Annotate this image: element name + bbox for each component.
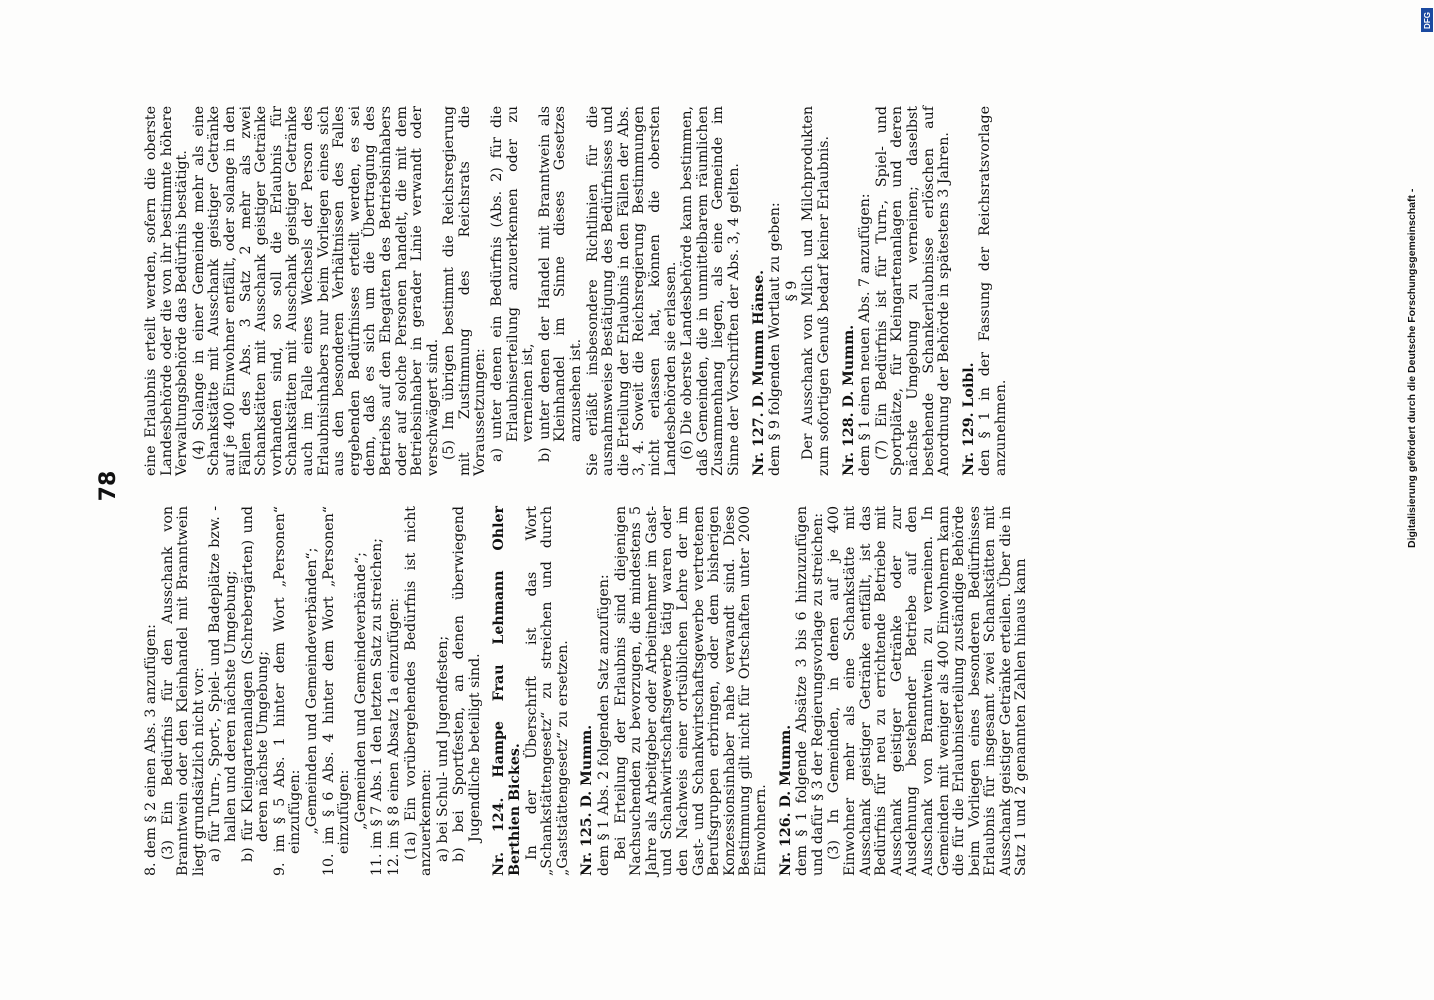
- paragraph: 11. im § 7 Abs. 1 den letzten Satz zu streichen;: [369, 538, 386, 876]
- paragraph: „Gemeinden und Gemeindeverbänden“;: [303, 547, 320, 835]
- motion-heading: Nr. 127. D. Mumm Hänse.: [750, 269, 767, 476]
- dfg-logo: [1421, 8, 1433, 32]
- document-page: [96, 96, 1310, 876]
- paragraph: (7) Ein Bedürfnis ist für Turn-, Spiel- und Sportplätze, für Kleingartenanlagen und deren nächste Umgebung zu verneinen; daselbst bestehende Schankerlaubnisse erlöschen auf Anordnung der Behörde in spätestens 3 Jahren.: [873, 106, 953, 476]
- paragraph: den § 1 in der Fassung der Reichsratsvorlage anzunehmen.: [977, 106, 1009, 476]
- motion-heading: Nr. 125. D. Mumm.: [579, 724, 596, 876]
- digitization-credit: Digitalisierung gefördert durch die Deutsche Forschungsgemeinschaft -: [1406, 188, 1418, 548]
- paragraph: (3) Ein Bedürfnis für den Ausschank von Branntwein oder den Kleinhandel mit Branntwein liegt grundsätzlich nicht vor:: [159, 506, 207, 876]
- paragraph: eine Erlaubnis erteilt werden, sofern die oberste Landesbehörde oder die von ihr bestimmte höhere Verwaltungsbehörde das Bedürfnis bestätigt.: [143, 106, 191, 476]
- paragraph: Bei Erteilung der Erlaubnis sind diejenigen Nachsuchenden zu bevorzugen, die mindestens 5 Jahre als Arbeitgeber oder Arbeitnehmer im Gast- und Schankwirtschaftsgewerbe tätig waren oder den Nachweis einer ortsüblichen Lehre der im Gast- und Schankwirtschaftsgewerbe vertretenen Berufsgruppen erbringen, oder dem bisherigen Konzessionsinhaber nahe verwandt sind. Diese Bestimmung gilt nicht für Ortschaften unter 2000 Einwohnern.: [612, 506, 769, 876]
- paragraph: (6) Die oberste Landesbehörde kann bestimmen, daß Gemeinden, die in unmittelbarem räumlichen Zusammenhang liegen, als eine Gemeinde im Sinne der Vorschriften der Abs. 3, 4 gelten.: [679, 106, 742, 476]
- paragraph: b) bei Sportfesten, an denen überwiegend Jugendliche beteiligt sind.: [451, 506, 483, 862]
- paragraph: b) für Kleingartenanlagen (Schrebergärten) und deren nächste Umgebung;: [239, 506, 272, 862]
- motion-heading: Nr. 126. D. Mumm.: [777, 724, 794, 876]
- paragraph: dem § 1 einen neuen Abs. 7 anzufügen:: [857, 193, 874, 476]
- paragraph: 12. im § 8 einen Absatz 1a einzufügen:: [385, 597, 402, 876]
- paragraph: dem § 9 folgenden Wortlaut zu geben:: [767, 202, 784, 476]
- left-text-column: [144, 506, 1031, 876]
- page-number: 78: [96, 470, 121, 502]
- motion-heading: Nr. 129. Loibl.: [960, 362, 977, 476]
- paragraph: § 9: [783, 280, 800, 302]
- paragraph: 8. dem § 2 einen Abs. 3 anzufügen:: [143, 624, 159, 876]
- paragraph: a) bei Schul- und Jugendfesten;: [434, 635, 451, 862]
- paragraph: „Gemeinden und Gemeindeverbände“;: [352, 552, 369, 830]
- paragraph: (3) In Gemeinden, in denen auf je 400 Einwohner mehr als eine Schankstätte mit Ausschank geistiger Getränke entfällt, ist das Bedürfnis für neu zu errichtende Betriebe mit Ausschank geistiger Getränke oder zur Ausdehnung bestehender Betriebe auf den Ausschank von Branntwein zu verneinen. In Gemeinden mit weniger als 400 Einwohnern kann die für die Erlaubniserteilung zuständige Behörde beim Vorliegen eines besonderen Bedürfnisses Erlaubnis für insgesamt zwei Schankstätten mit Ausschank geistiger Getränke erteilen. Über die in Satz 1 und 2 genannten Zahlen hinaus kann: [826, 506, 1030, 876]
- right-text-column: [144, 106, 1010, 476]
- paragraph: (4) Solange in einer Gemeinde mehr als eine Schankstätte mit Ausschank geistiger Getränke auf je 400 Einwohner entfällt, oder solange in den Fällen des Abs. 3 Satz 2 mehr als zwei Schankstätten mit Ausschank geistiger Getränke vorhanden sind, so soll die Erlaubnis für Schankstätten mit Ausschank geistiger Getränke auch im Falle eines Wechsels der Person des Erlaubnisinhabers nur beim Vorliegen eines sich aus den besonderen Verhältnissen des Falles ergebenden Bedürfnisses erteilt werden, es sei denn, daß es sich um die Übertragung des Betriebs auf den Ehegatten des Betriebsinhabers oder auf solche Personen handelt, die mit dem Betriebsinhaber in gerader Linie verwandt oder verschwägert sind.: [190, 106, 441, 476]
- paragraph: 10. im § 6 Abs. 4 hinter dem Wort „Personen“ einzufügen:: [320, 506, 353, 876]
- paragraph: Der Ausschank von Milch und Milchprodukten zum sofortigen Genuß bedarf keiner Erlaubnis.: [800, 106, 832, 476]
- paragraph: In der Überschrift ist das Wort „Schankstättengesetz“ zu streichen und durch „Gaststättengesetz“ zu ersetzen.: [523, 506, 571, 876]
- paragraph: a) für Turn-, Sport-, Spiel- und Badeplätze bzw. -hallen und deren nächste Umgebung;: [207, 506, 239, 862]
- motion-heading: Nr. 124. Hampe Frau Lehmann Ohler Berthien Bickes.: [491, 506, 524, 876]
- paragraph: b) unter denen der Handel mit Branntwein als Kleinhandel im Sinne dieses Gesetzes anzusehen ist.: [536, 106, 585, 462]
- dfg-logo-label: DFG: [1422, 11, 1432, 29]
- paragraph: (1a) Ein vorübergehendes Bedürfnis ist nicht anzuerkennen:: [402, 506, 435, 876]
- paragraph: dem § 1 folgende Absätze 3 bis 6 hinzuzufügen und dafür § 3 der Regierungsvorlage zu streichen:: [794, 506, 826, 876]
- paragraph: Sie erläßt insbesondere Richtlinien für die ausnahmsweise Bestätigung des Bedürfnisses und die Erteilung der Erlaubnis in den Fällen der Abs. 3, 4. Soweit die Reichsregierung Bestimmungen nicht erlassen hat, können die obersten Landesbehörden sie erlassen.: [584, 106, 679, 476]
- paragraph: dem § 1 Abs. 2 folgenden Satz anzufügen:: [596, 574, 613, 876]
- motion-heading: Nr. 128. D. Mumm.: [840, 324, 857, 476]
- paragraph: a) unter denen ein Bedürfnis (Abs. 2) für die Erlaubniserteilung anzuerkennen oder zu verneinen ist,: [489, 106, 537, 462]
- paragraph: (5) Im übrigen bestimmt die Reichsregierung mit Zustimmung des Reichsrats die Voraussetzungen:: [441, 106, 489, 476]
- paragraph: 9. im § 5 Abs. 1 hinter dem Wort „Personen“ einzufügen:: [271, 506, 304, 876]
